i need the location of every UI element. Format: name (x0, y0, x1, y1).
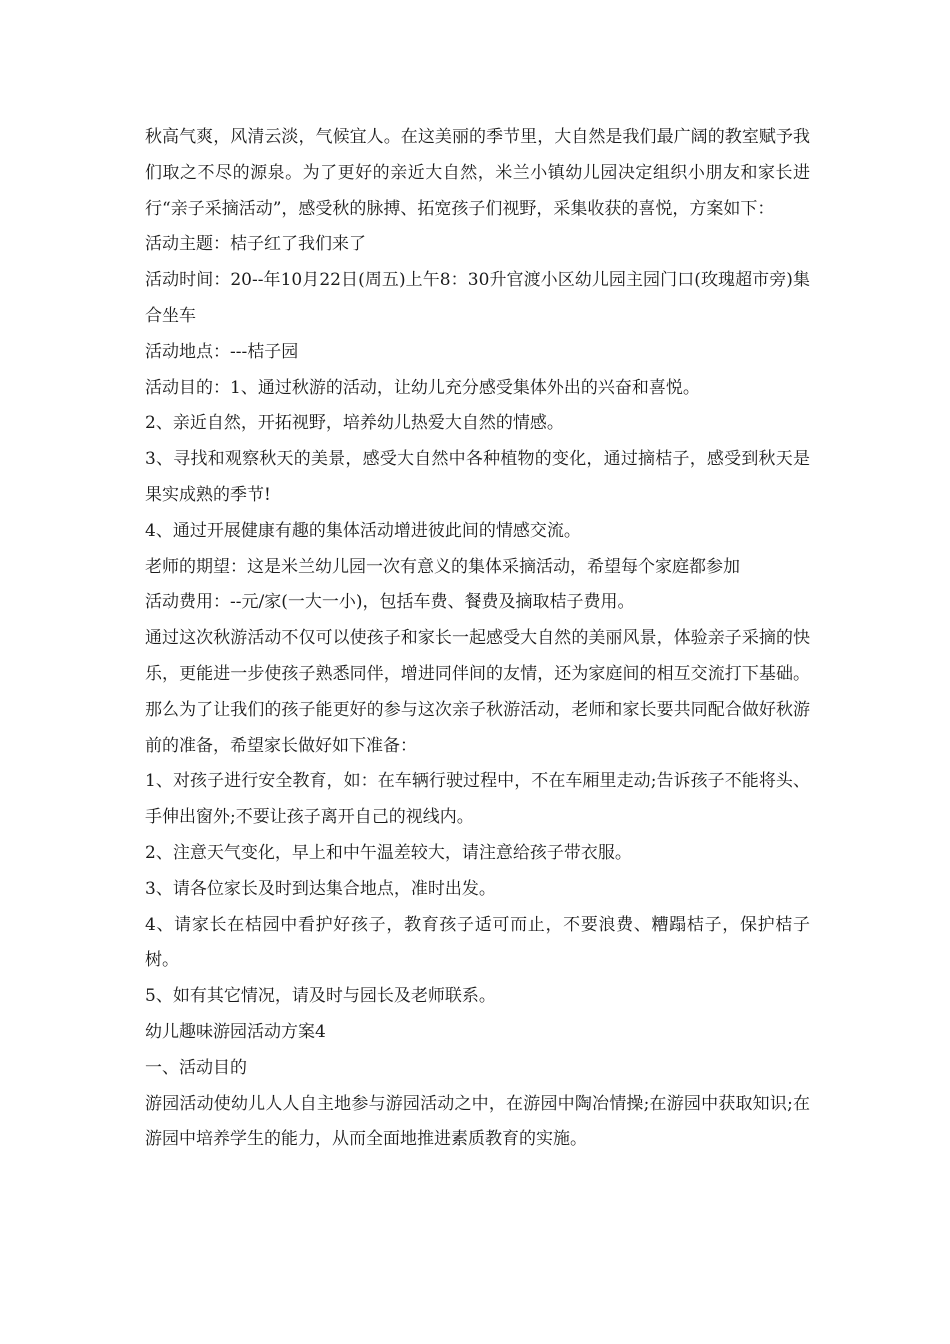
section-title: 幼儿趣味游园活动方案4 (145, 1021, 326, 1042)
preparation-paragraph: 通过这次秋游活动不仅可以使孩子和家长一起感受大自然的美丽风景，体验亲子采摘的快乐，更能进一步使孩子熟悉同伴，增进同伴间的友情，还为家庭间的相互交流打下基础。那么为了让我们的孩子能更好的参与这次亲子秋游活动，老师和家长要共同配合做好秋游前的准备，希望家长做好如下准备： (145, 628, 810, 756)
activity-fee: 活动费用：--元/家(一大一小)，包括车费、餐费及摘取桔子费用。 (145, 592, 635, 613)
preparation-item-2: 2、注意天气变化，早上和中午温差较大，请注意给孩子带衣服。 (145, 842, 632, 863)
preparation-item-3: 3、请各位家长及时到达集合地点，准时出发。 (145, 878, 496, 899)
activity-goal-4: 4、通过开展健康有趣的集体活动增进彼此间的情感交流。 (145, 520, 581, 541)
activity-goal-2: 2、亲近自然，开拓视野，培养幼儿热爱大自然的情感。 (145, 413, 564, 434)
teacher-expectation: 老师的期望：这是米兰幼儿园一次有意义的集体采摘活动，希望每个家庭都参加 (145, 556, 740, 577)
activity-time: 活动时间：20--年10月22日(周五)上午8：30升官渡小区幼儿园主园门口(玫瑰超市旁)集合坐车 (145, 270, 811, 326)
document-body (145, 120, 810, 1158)
activity-location: 活动地点：---桔子园 (145, 341, 299, 362)
preparation-item-1: 1、对孩子进行安全教育，如：在车辆行驶过程中，不在车厢里走动;告诉孩子不能将头、手伸出窗外;不要让孩子离开自己的视线内。 (145, 771, 810, 828)
intro-paragraph: 秋高气爽，风清云淡，气候宜人。在这美丽的季节里，大自然是我们最广阔的教室赋予我们取之不尽的源泉。为了更好的亲近大自然，米兰小镇幼儿园决定组织小朋友和家长进行“亲子采摘活动”，感受秋的脉搏、拓宽孩子们视野，采集收获的喜悦，方案如下： (145, 127, 810, 219)
activity-theme: 活动主题：桔子红了我们来了 (145, 234, 366, 255)
preparation-item-4: 4、请家长在桔园中看护好孩子，教育孩子适可而止，不要浪费、糟蹋桔子，保护桔子树。 (145, 914, 810, 971)
activity-goal-3: 3、寻找和观察秋天的美景，感受大自然中各种植物的变化，通过摘桔子，感受到秋天是果实成熟的季节! (145, 449, 810, 505)
preparation-item-5: 5、如有其它情况，请及时与园长及老师联系。 (145, 986, 496, 1007)
section-paragraph: 游园活动使幼儿人人自主地参与游园活动之中，在游园中陶冶情操;在游园中获取知识;在游园中培养学生的能力，从而全面地推进素质教育的实施。 (145, 1093, 810, 1150)
activity-goal-1: 活动目的：1、通过秋游的活动，让幼儿充分感受集体外出的兴奋和喜悦。 (145, 377, 700, 398)
section-heading: 一、活动目的 (145, 1057, 247, 1078)
